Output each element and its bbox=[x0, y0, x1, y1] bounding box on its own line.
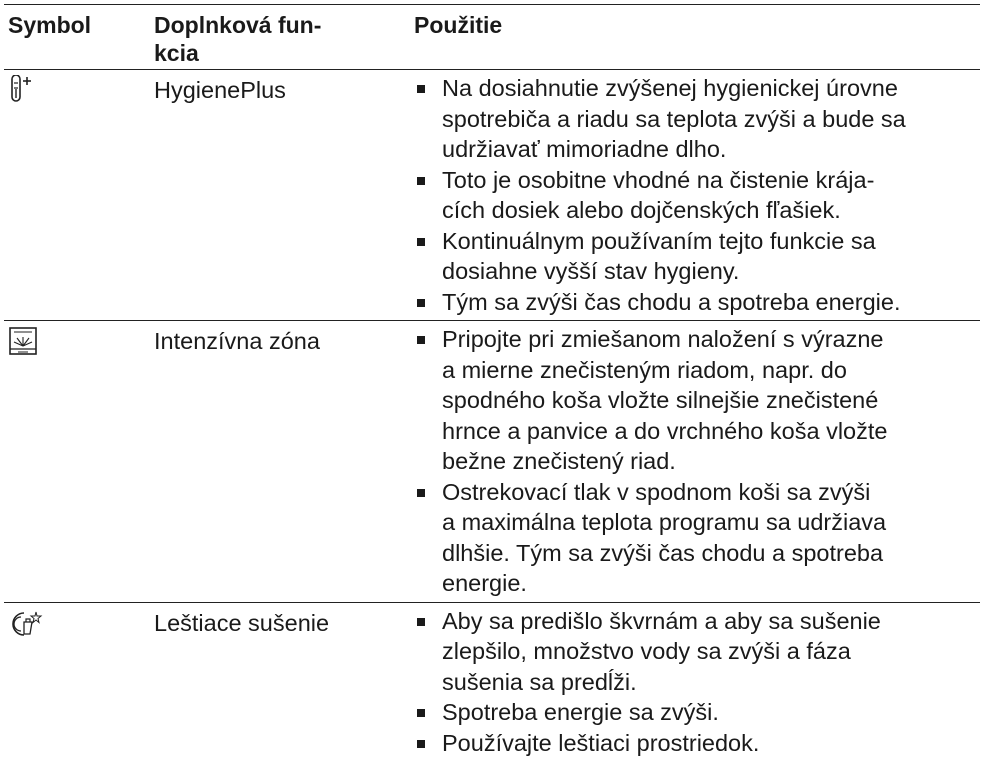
feature-table bbox=[4, 4, 980, 761]
header-usage: Použitie bbox=[414, 12, 503, 38]
usage-list bbox=[414, 606, 980, 759]
usage-cell bbox=[394, 73, 980, 317]
header-symbol: Symbol bbox=[8, 12, 92, 38]
list-item bbox=[414, 226, 980, 287]
table-row bbox=[4, 321, 980, 603]
text-line: dosiahne vyšší stav hygieny. bbox=[442, 258, 740, 284]
function-name: Leštiace sušenie bbox=[154, 609, 330, 636]
text-line: Aby sa predišlo škvrnám a aby sa sušenie bbox=[442, 607, 881, 634]
function-name: Intenzívna zóna bbox=[154, 328, 320, 354]
text-line: energie. bbox=[442, 570, 527, 596]
function-name: HygienePlus bbox=[154, 77, 286, 103]
symbol-cell bbox=[4, 324, 154, 599]
list-item bbox=[414, 606, 980, 698]
usage-cell bbox=[394, 606, 980, 759]
shine-dry-icon bbox=[8, 608, 44, 640]
hygiene-plus-icon bbox=[8, 75, 40, 107]
header-function bbox=[154, 11, 394, 67]
text-line: udržiavať mimoriadne dlho. bbox=[442, 136, 727, 162]
list-item bbox=[414, 324, 980, 477]
text-line: Na dosiahnutie zvýšenej hygienickej úrovne bbox=[442, 75, 898, 101]
symbol-cell bbox=[4, 73, 154, 317]
text-line: Spotreba energie sa zvýši. bbox=[442, 699, 719, 725]
text-line: a maximálna teplota programu sa udržiava bbox=[442, 509, 887, 535]
table-row bbox=[4, 70, 980, 321]
text-line: zlepšilo, množstvo vody sa zvýši a fáza bbox=[442, 638, 851, 664]
text-line: sušenia sa predĺži. bbox=[442, 668, 637, 695]
usage-list bbox=[414, 324, 980, 599]
list-item bbox=[414, 287, 980, 318]
usage-list bbox=[414, 73, 980, 317]
text-line: Kontinuálnym používaním tejto funkcie sa bbox=[442, 227, 876, 254]
text-line: Používajte leštiaci prostriedok. bbox=[442, 729, 760, 756]
list-item bbox=[414, 73, 980, 165]
text-line: cích dosiek alebo dojčenských fľašiek. bbox=[442, 197, 841, 223]
list-item bbox=[414, 728, 980, 759]
usage-cell bbox=[394, 324, 980, 599]
text-line: dlhšie. Tým sa zvýši čas chodu a spotreba bbox=[442, 539, 884, 566]
text-line: spodného koša vložte silnejšie znečistené bbox=[442, 387, 879, 413]
text-line: Toto je osobitne vhodné na čistenie krája- bbox=[442, 166, 875, 193]
text-line: a mierne znečisteným riadom, napr. do bbox=[442, 356, 847, 383]
text-line: hrnce a panvice a do vrchného koša vložte bbox=[442, 417, 888, 444]
list-item bbox=[414, 477, 980, 599]
text-line: Ostrekovací tlak v spodnom koši sa zvýši bbox=[442, 478, 871, 505]
table-header bbox=[4, 4, 980, 70]
symbol-cell bbox=[4, 606, 154, 759]
text-line: Pripojte pri zmiešanom naložení s výrazne bbox=[442, 326, 884, 352]
text-line: Tým sa zvýši čas chodu a spotreba energie. bbox=[442, 288, 901, 315]
text-line: bežne znečistený riad. bbox=[442, 448, 676, 474]
text-line: spotrebiča a riadu sa teplota zvýši a bude sa bbox=[442, 105, 906, 132]
intensive-zone-icon bbox=[8, 326, 40, 358]
header-function-line2: kcia bbox=[154, 40, 199, 66]
list-item bbox=[414, 697, 980, 728]
header-function-line1: Doplnková fun- bbox=[154, 12, 322, 38]
table-row bbox=[4, 603, 980, 762]
list-item bbox=[414, 165, 980, 226]
